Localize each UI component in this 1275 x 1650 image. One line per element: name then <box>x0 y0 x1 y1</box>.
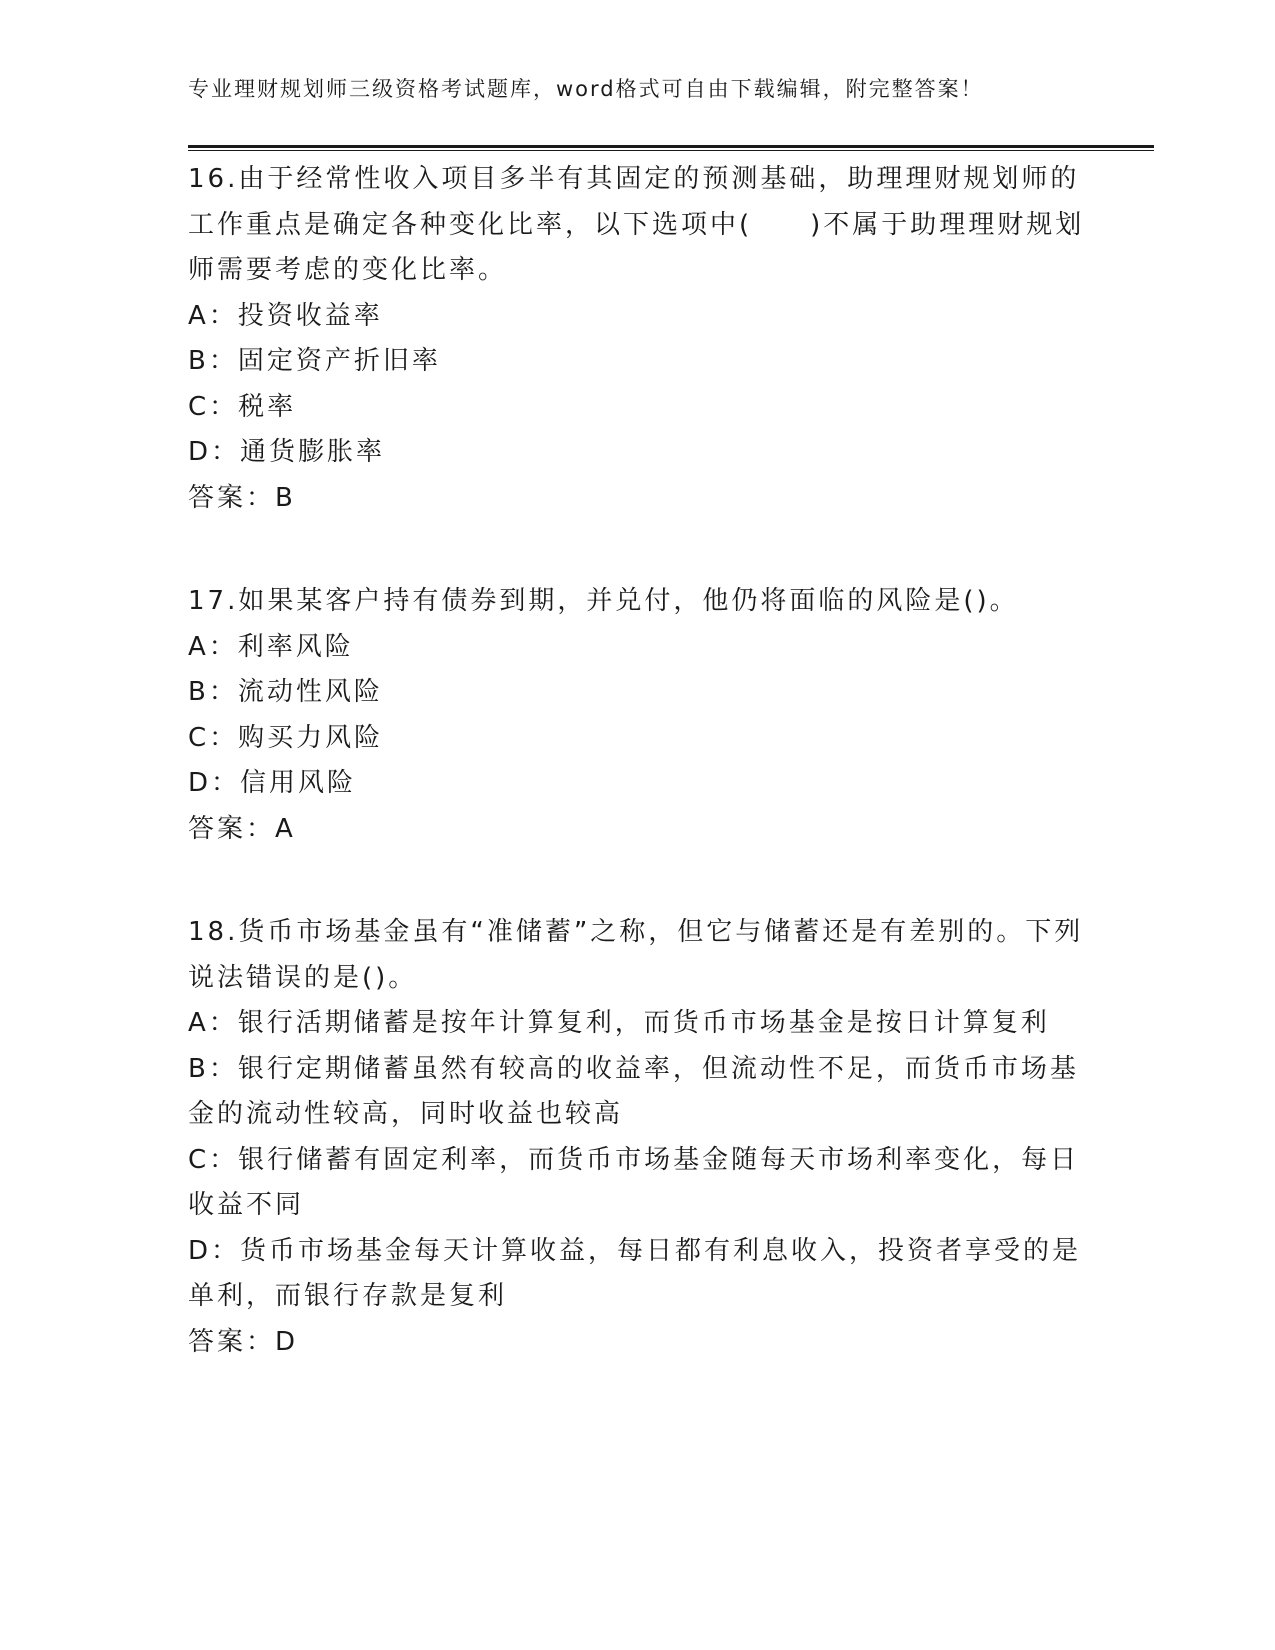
option-b: B：流动性风险 <box>188 677 383 707</box>
answer-label: 答案：D <box>188 1326 299 1357</box>
question-16 <box>188 157 1088 521</box>
option-c: C：购买力风险 <box>188 722 384 753</box>
question-stem: 17.如果某客户持有债券到期，并兑付，他仍将面临的风险是()。 <box>188 586 1019 616</box>
option-c: C：银行储蓄有固定利率，而货币市场基金随每天市场利率变化，每日收益不同 <box>188 1144 1080 1220</box>
header-divider <box>188 145 1154 151</box>
question-list <box>188 157 1088 1423</box>
answer-label: 答案：A <box>188 813 296 844</box>
option-b: B：固定资产折旧率 <box>188 346 441 376</box>
question-stem: 18.货币市场基金虽有“准储蓄”之称，但它与储蓄还是有差别的。下列说法错误的是()。 <box>188 917 1084 993</box>
answer-label: 答案：B <box>188 482 296 513</box>
question-18 <box>188 910 1088 1365</box>
question-17 <box>188 579 1088 852</box>
option-b: B：银行定期储蓄虽然有较高的收益率，但流动性不足，而货币市场基金的流动性较高，同时收益也较高 <box>188 1053 1079 1129</box>
option-d: D：货币市场基金每天计算收益，每日都有利息收入，投资者享受的是单利，而银行存款是复利 <box>188 1235 1082 1311</box>
option-a: A：银行活期储蓄是按年计算复利，而货币市场基金是按日计算复利 <box>188 1008 1050 1038</box>
option-c: C：税率 <box>188 391 297 422</box>
page-header: 专业理财规划师三级资格考试题库，word格式可自由下载编辑，附完整答案！ <box>188 77 984 101</box>
option-d: D：通货膨胀率 <box>188 437 386 467</box>
option-d: D：信用风险 <box>188 768 357 798</box>
question-stem: 16.由于经常性收入项目多半有其固定的预测基础，助理理财规划师的工作重点是确定各种变化比率，以下选项中( )不属于助理理财规划师需要考虑的变化比率。 <box>188 164 1085 285</box>
option-a: A：投资收益率 <box>188 300 383 331</box>
option-a: A：利率风险 <box>188 631 354 662</box>
